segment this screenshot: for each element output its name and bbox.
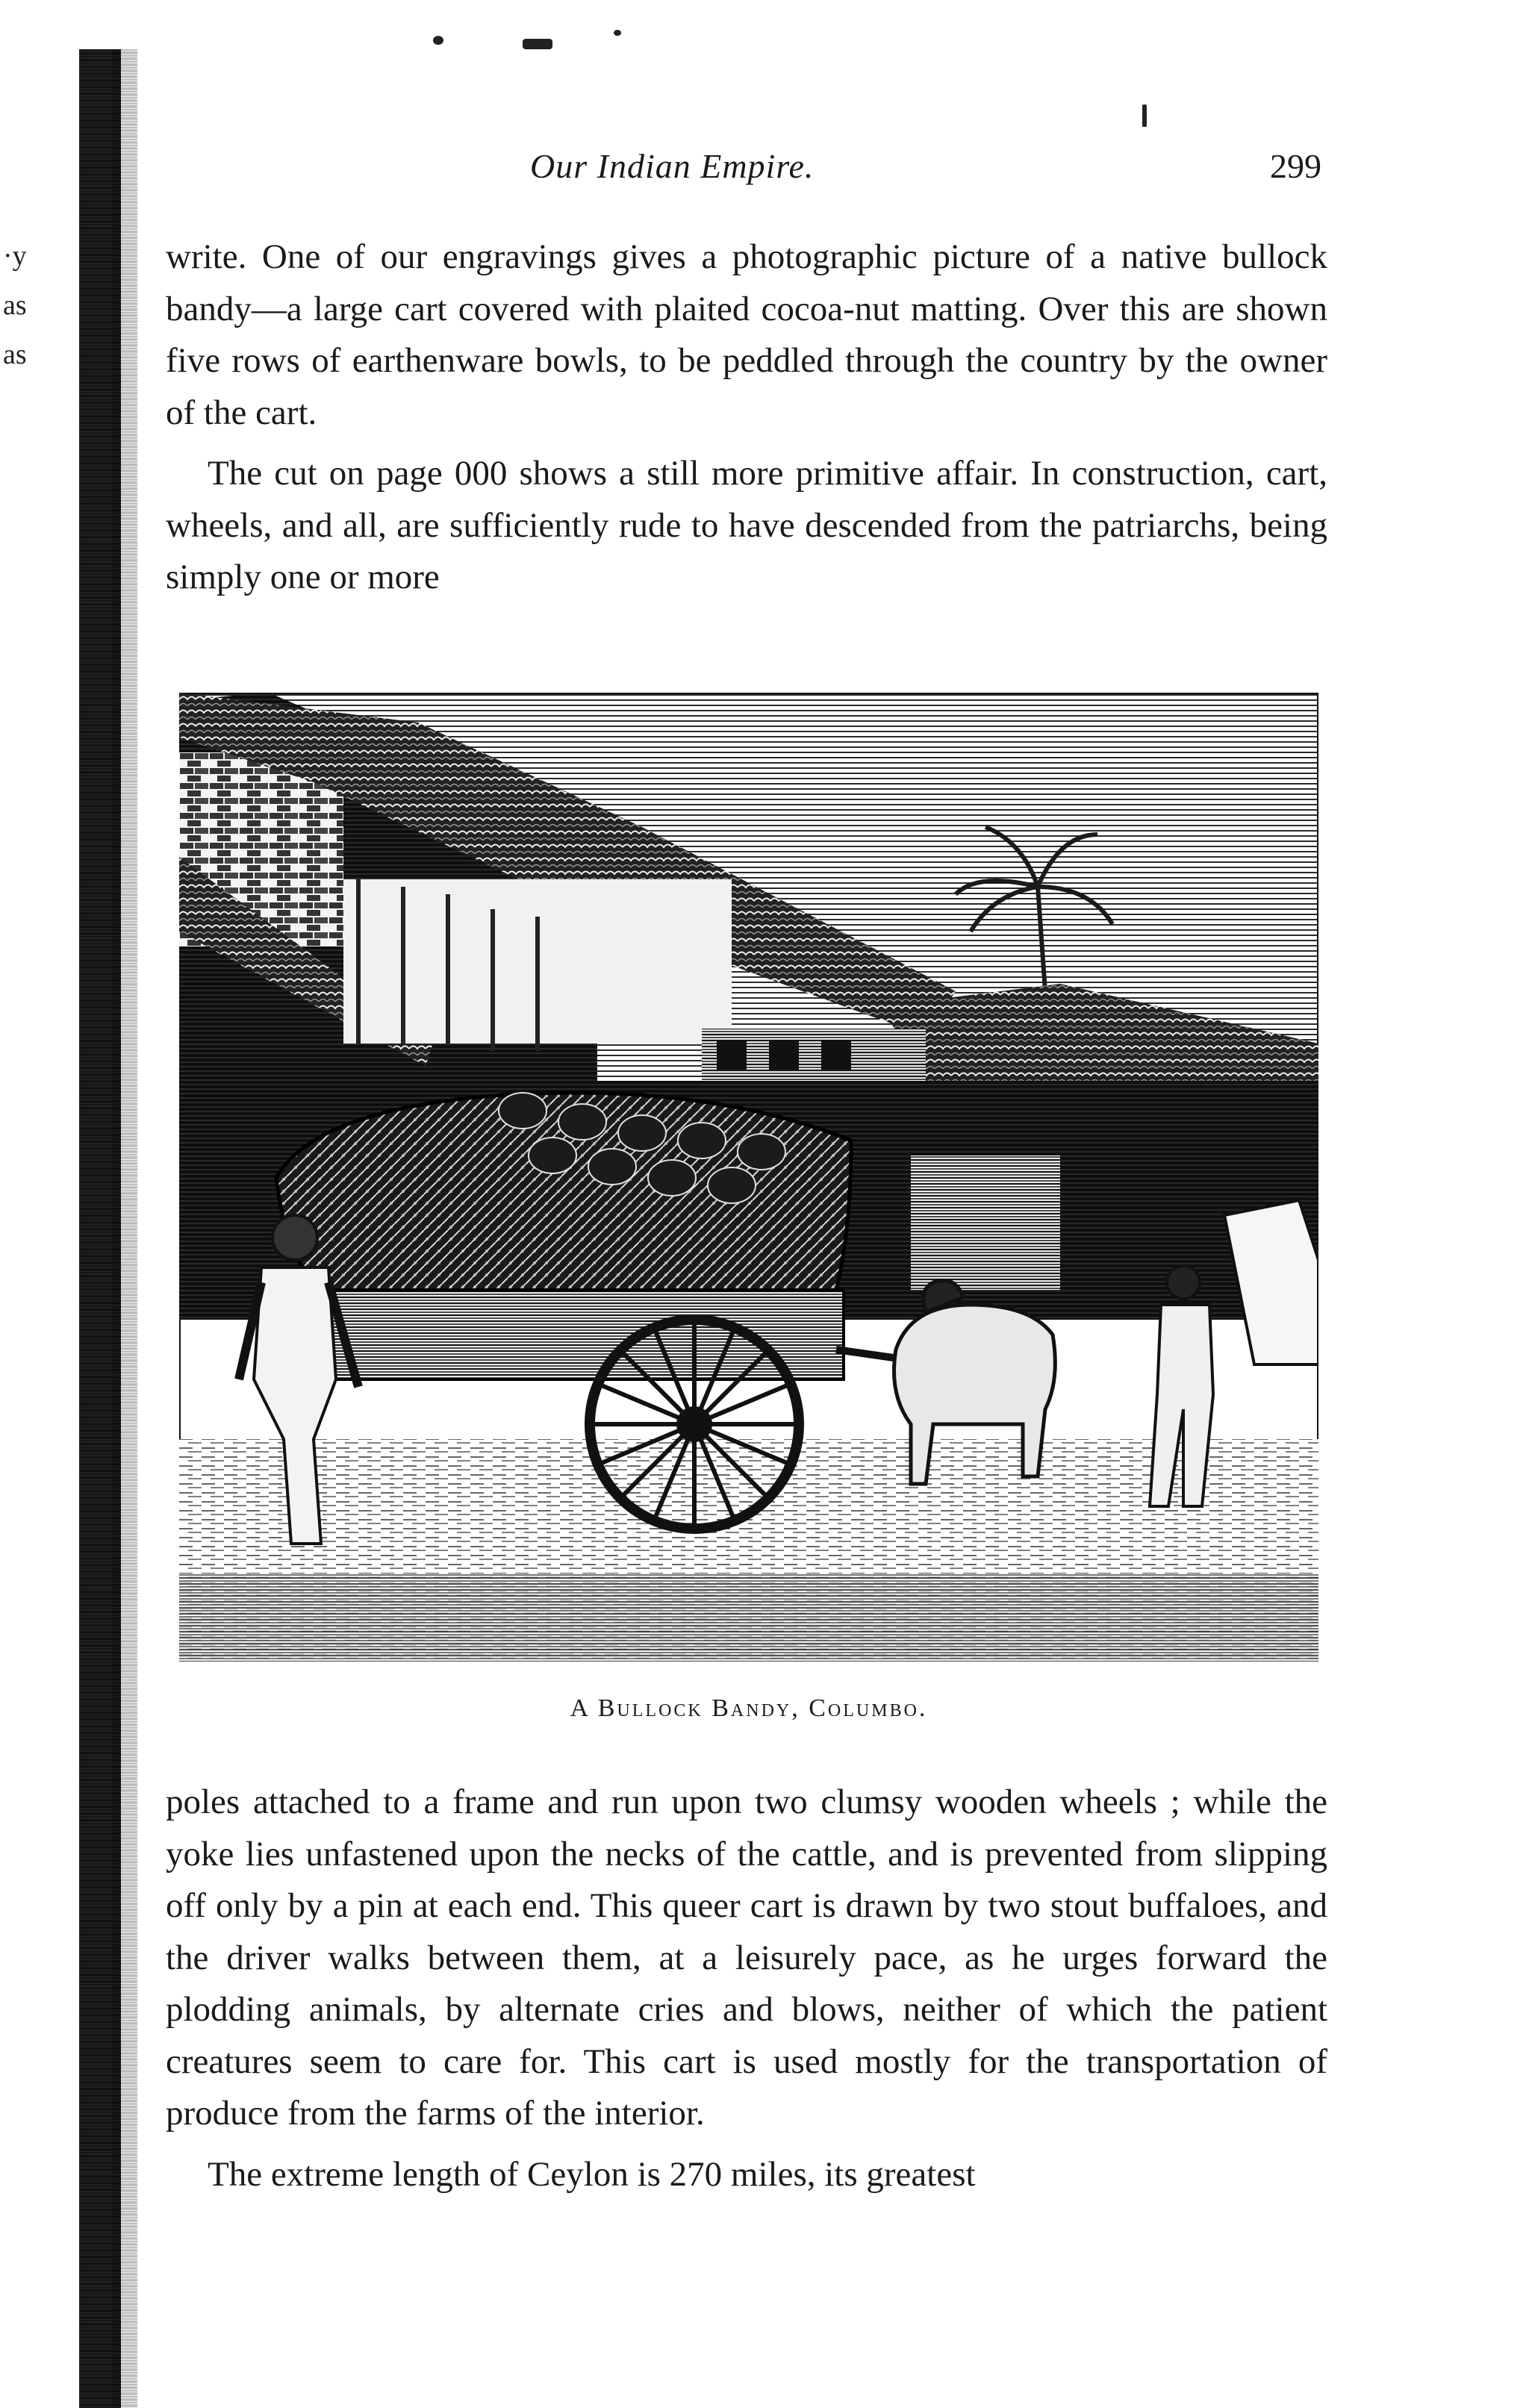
print-speck: [614, 30, 621, 36]
print-speck: [523, 39, 552, 49]
paragraph: poles attached to a frame and run upon two clumsy wooden wheels ; while the yoke lies unfastened upon the necks of the cattle, and is prevented from slipping off only by a pin at each end. This queer cart is drawn by two stout buffaloes, and the driver walks between them, at a leisurely pace, as he urges forward the plodding animals, by alternate cries and blows, neither of which the patient creatures seem to care for. This cart is used mostly for the transportation of produce from the farms of the interior.: [166, 1782, 1327, 2133]
text-block-top: [166, 231, 1327, 604]
binding-edge-texture: [112, 49, 137, 2408]
print-speck: [1142, 105, 1147, 127]
margin-fragment: as: [3, 290, 27, 321]
engraving-svg: [179, 693, 1318, 1662]
margin-fragment: ·y: [3, 240, 27, 272]
paragraph: The cut on page 000 shows a still more primitive affair. In construction, cart, wheels, and all, are sufficiently rude to have descended from the patriarchs, being simply one or more: [166, 454, 1327, 596]
cart-wheel: [590, 1320, 799, 1529]
figure-caption: A Bullock Bandy, Columbo.: [570, 1694, 928, 1722]
previous-page-fragments: [3, 231, 48, 379]
engraving-illustration: [179, 693, 1318, 1662]
running-header: [172, 146, 1321, 199]
paragraph: The extreme length of Ceylon is 270 miles, its greatest: [208, 2154, 976, 2194]
margin-fragment: as: [3, 339, 27, 370]
running-title: Our Indian Empire.: [530, 147, 815, 185]
page-number: 299: [1270, 147, 1321, 185]
print-speck: [433, 36, 443, 45]
paragraph: write. One of our engravings gives a photographic picture of a native bullock bandy—a large cart covered with plaited cocoa-nut matting. Over this are shown five rows of earthenware bowls, to be peddled through the country by the owner of the cart.: [166, 237, 1327, 432]
text-block-bottom: [166, 1777, 1327, 2200]
